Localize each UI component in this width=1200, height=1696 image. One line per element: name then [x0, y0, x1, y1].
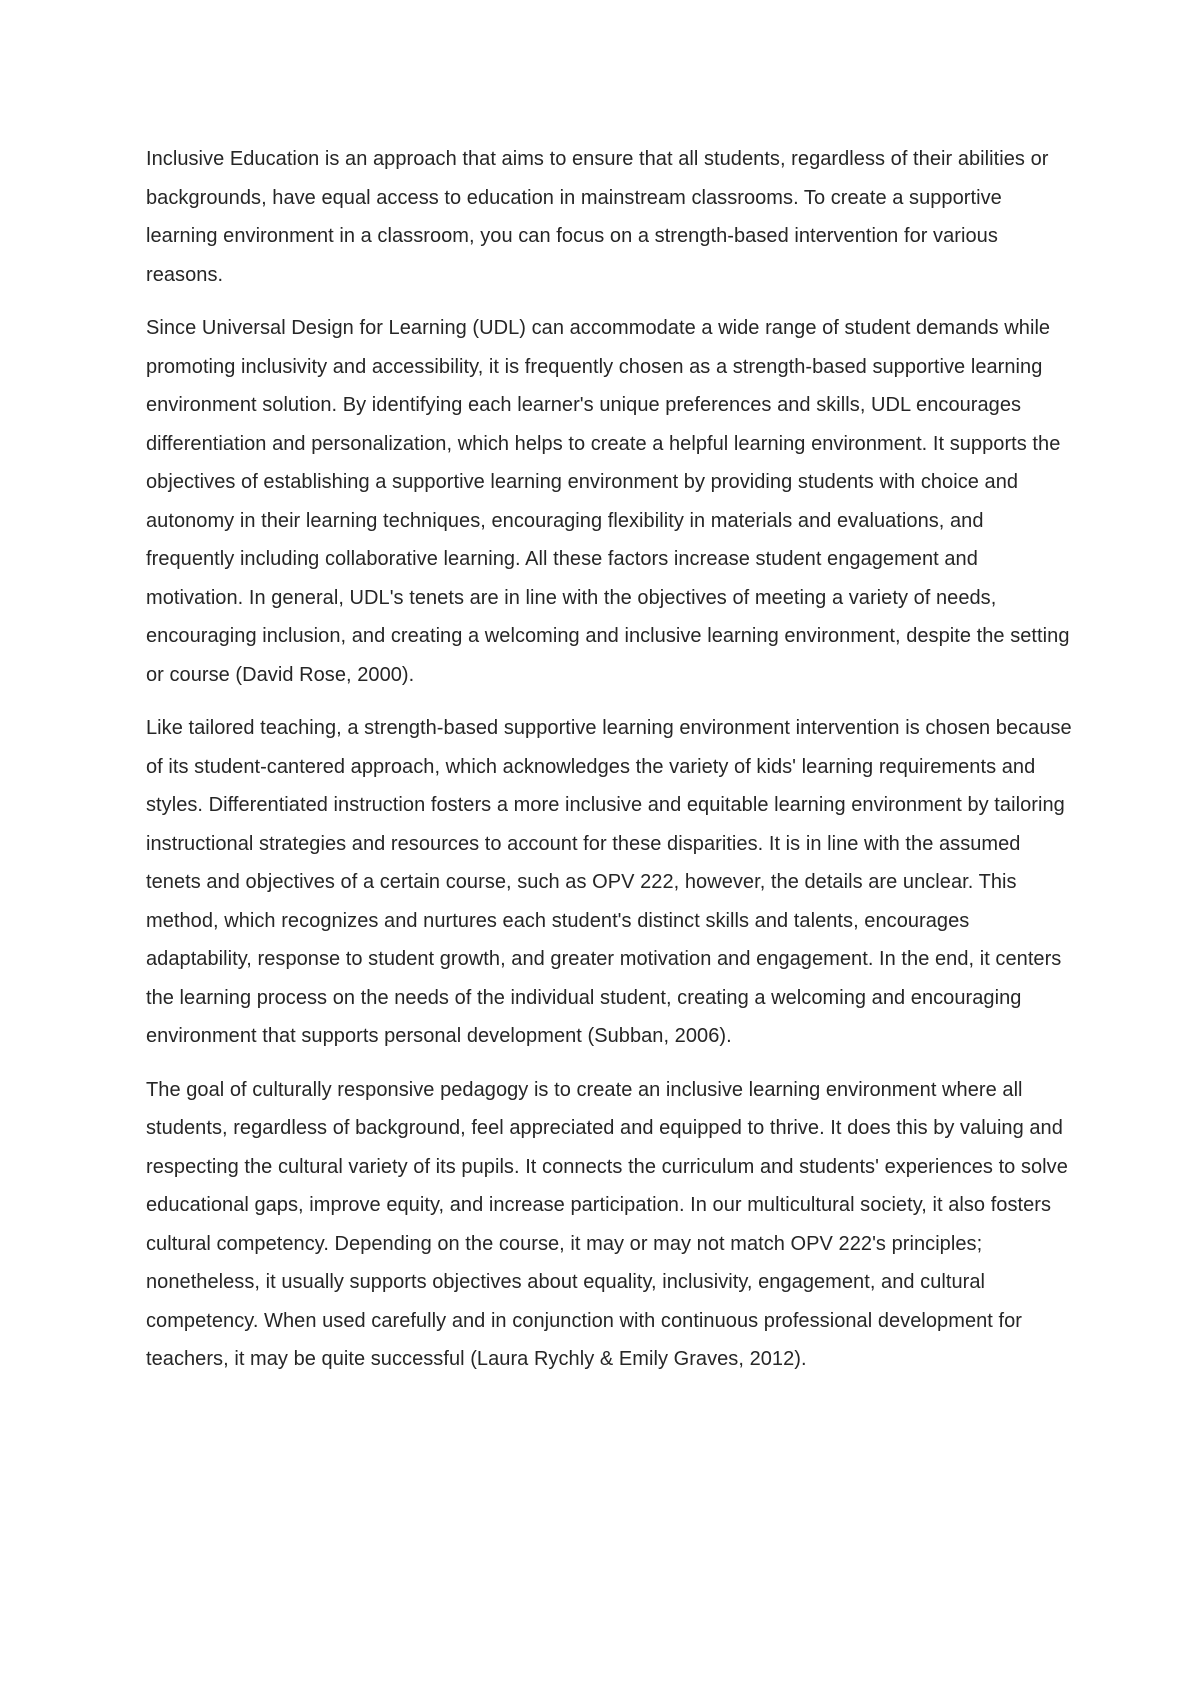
paragraph-2: Since Universal Design for Learning (UDL) can accommodate a wide range of student demands while promoting inclusivity and accessibility, it is frequently chosen as a strength-based supportive learning environment solution. By identifying each learner's unique preferences and skills, UDL encourages differentiation and personalization, which helps to create a helpful learning environment. It supports the objectives of establishing a supportive learning environment by providing students with choice and autonomy in their learning techniques, encouraging flexibility in materials and evaluations, and frequently including collaborative learning. All these factors increase student engagement and motivation. In general, UDL's tenets are in line with the objectives of meeting a variety of needs, encouraging inclusion, and creating a welcoming and inclusive learning environment, despite the setting or course (David Rose, 2000). — [146, 317, 1070, 686]
paragraph-1: Inclusive Education is an approach that aims to ensure that all students, regardless of their abilities or backgrounds, have equal access to education in mainstream classrooms. To create a supportive learning environment in a classroom, you can focus on a strength-based intervention for various reasons. — [146, 148, 1049, 286]
paragraph-4: The goal of culturally responsive pedagogy is to create an inclusive learning environment where all students, regardless of background, feel appreciated and equipped to thrive. It does this by valuing and respecting the cultural variety of its pupils. It connects the curriculum and students' experiences to solve educational gaps, improve equity, and increase participation. In our multicultural society, it also fosters cultural competency. Depending on the course, it may or may not match OPV 222's principles; nonetheless, it usually supports objectives about equality, inclusivity, engagement, and cultural competency. When used carefully and in conjunction with continuous professional development for teachers, it may be quite successful (Laura Rychly & Emily Graves, 2012). — [146, 1078, 1068, 1370]
paragraph-3: Like tailored teaching, a strength-based supportive learning environment intervention is chosen because of its student-cantered approach, which acknowledges the variety of kids' learning requirements and styles. Differentiated instruction fosters a more inclusive and equitable learning environment by tailoring instructional strategies and resources to account for these disparities. It is in line with the assumed tenets and objectives of a certain course, such as OPV 222, however, the details are unclear. This method, which recognizes and nurtures each student's distinct skills and talents, encourages adaptability, response to student growth, and greater motivation and engagement. In the end, it centers the learning process on the needs of the individual student, creating a welcoming and encouraging environment that supports personal development (Subban, 2006). — [146, 717, 1072, 1047]
document-body — [146, 140, 1076, 1394]
